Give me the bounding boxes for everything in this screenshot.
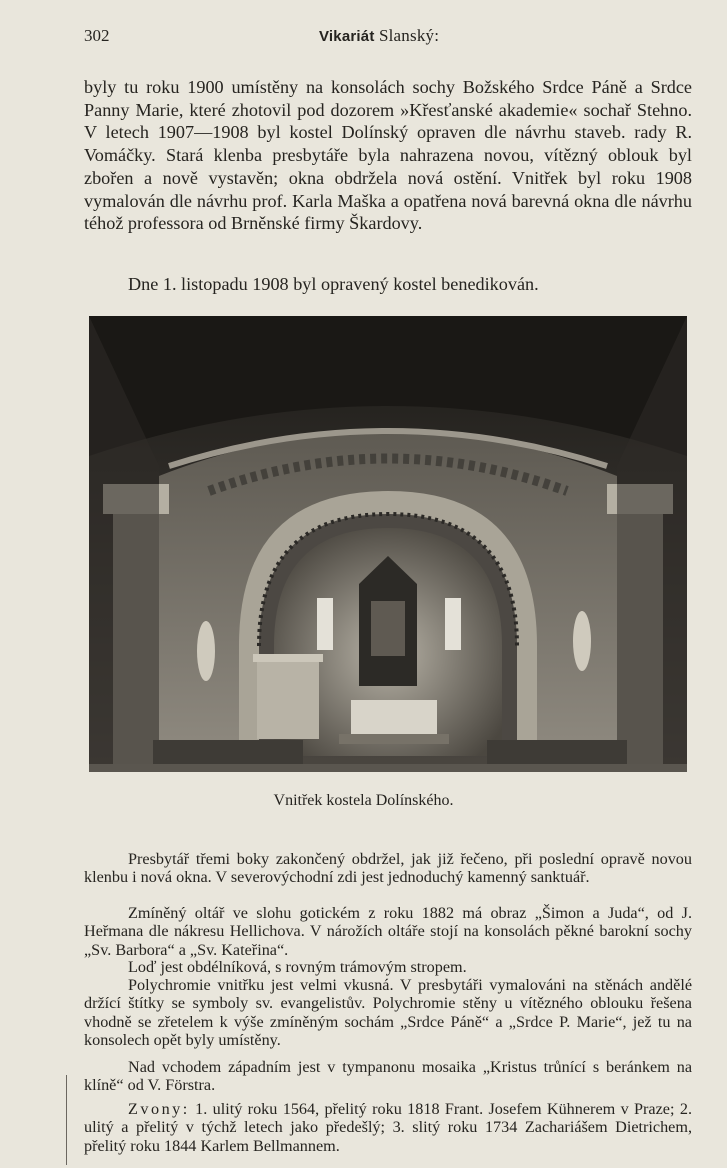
- paragraph-presbytery: Presbytář třemi boky zakončený obdržel, jak již řečeno, při poslední opravě novou klenbu i nová okna. V severovýchodní zdi jest jednoduchý kamenný sanktuář.: [84, 850, 692, 887]
- page-header: [84, 26, 694, 52]
- paragraph-mosaic: Nad vchodem západním jest v tympanonu mosaika „Kristus trůnící s beránkem na klíně“ od V. Förstra.: [84, 1058, 692, 1095]
- running-title-rest: Slanský:: [374, 26, 440, 45]
- paragraph-bells: [84, 1100, 692, 1155]
- paragraph-nave: Loď jest obdélníková, s rovným trámovým stropem.: [128, 958, 467, 976]
- paragraph-polychromy: Polychromie vnitřku jest velmi vkusná. V presbytáři vymalováni na stěnách andělé držící štítky se symboly sv. evangelistův. Polychromie stěny u vítězného oblouku řešena vhodně se zřetelem k výše zmíněným sochám „Srdce Páně“ a „Srdce P. Marie“, jež tu na konsolech opět byly umístěny.: [84, 976, 692, 1050]
- paragraph-consecration: Dne 1. listopadu 1908 byl opravený kostel benedikován.: [128, 274, 539, 294]
- church-interior-photo: [89, 316, 687, 772]
- margin-pencil-line: [66, 1075, 67, 1165]
- paragraph-renovation: byly tu roku 1900 umístěny na konsolách sochy Božského Srdce Páně a Srdce Panny Marie, které zhotovil pod dozorem »Křesťanské akademie« sochař Stehno. V letech 1907—1908 byl kostel Dolínský opraven dle návrhu staveb. rady R. Vomáčky. Stará klenba presbytáře byla nahrazena novou, vítězný oblouk byl zbořen a nově vystavěn; okna obdržela nová ostění. Vnitřek byl roku 1908 vymalován dle návrhu prof. Karla Maška a opatřena nová barevná okna dle návrhu téhož professora od Brněnské firmy Škardovy.: [84, 77, 692, 234]
- figure-caption: Vnitřek kostela Dolínského.: [273, 792, 454, 809]
- page-number: 302: [84, 26, 110, 45]
- church-interior-illustration: [89, 316, 687, 772]
- running-title: [319, 26, 439, 46]
- bells-label: Zvony:: [128, 1100, 190, 1118]
- bells-text: 1. ulitý roku 1564, přelitý roku 1818 Frant. Josefem Kühnerem v Praze; 2. ulitý a přelitý v týchž letech jako předešlý; 3. slitý roku 1734 Zachariášem Dietrichem, přelitý roku 1844 Karlem Bellmannem.: [84, 1100, 692, 1155]
- paragraph-altar: Zmíněný oltář ve slohu gotickém z roku 1882 má obraz „Šimon a Juda“, od J. Heřmana dle nákresu Hellichova. V nárožích oltáře stojí na konsolách pěkné barokní sochy „Sv. Barbora“ a „Sv. Kateřina“.: [84, 904, 692, 959]
- running-title-bold: Vikariát: [319, 28, 375, 45]
